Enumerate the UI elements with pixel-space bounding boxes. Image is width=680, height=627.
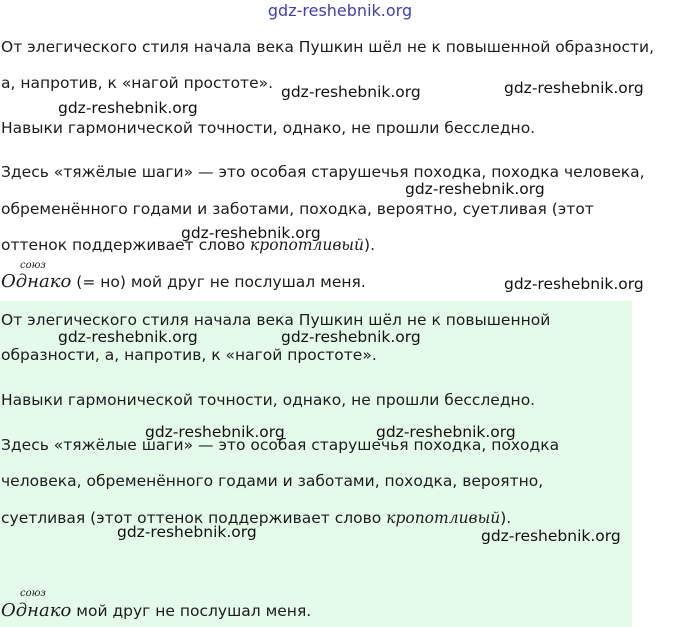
watermark: gdz-reshebnik.org — [58, 328, 198, 346]
watermark: gdz-reshebnik.org — [281, 83, 421, 101]
task-line-1: От элегического стиля начала века Пушкин шёл не к повышенной образности, — [1, 38, 654, 56]
task-line-2: а, напротив, к «нагой простоте». — [1, 74, 274, 92]
italic-word: кропотливый — [386, 509, 501, 527]
watermark: gdz-reshebnik.org — [58, 99, 198, 117]
task-line-5: обременённого годами и заботами, походка, вероятно, суетливая (этот — [1, 200, 594, 218]
watermark: gdz-reshebnik.org — [481, 527, 621, 545]
answer-line-4: Здесь «тяжёлые шаги» — это особая старушечья походка, походка — [1, 436, 560, 454]
task-line-6: оттенок поддерживает слово кропотливый). — [1, 236, 376, 254]
conjunction-label: союз — [20, 588, 46, 599]
italic-word: кропотливый — [250, 236, 365, 254]
answer-line-7: Однако мой друг не послушал меня. — [1, 600, 312, 621]
watermark: gdz-reshebnik.org — [405, 180, 545, 198]
conjunction-label: союз — [20, 260, 46, 271]
watermark: gdz-reshebnik.org — [376, 423, 516, 441]
task-line-3: Навыки гармонической точности, однако, не прошли бесследно. — [1, 119, 536, 137]
answer-line-2: образности, а, напротив, к «нагой простоте». — [1, 346, 377, 364]
watermark: gdz-reshebnik.org — [181, 224, 321, 242]
watermark: gdz-reshebnik.org — [281, 328, 421, 346]
answer-line-1: От элегического стиля начала века Пушкин шёл не к повышенной — [1, 311, 551, 329]
answer-line-5: человека, обременённого годами и заботами, походка, вероятно, — [1, 472, 544, 490]
answer-line-6: суетливая (этот оттенок поддерживает слово кропотливый). — [1, 509, 512, 527]
conjunction-word: Однако — [1, 600, 72, 621]
watermark: gdz-reshebnik.org — [504, 275, 644, 293]
watermark: gdz-reshebnik.org — [145, 423, 285, 441]
task-line-7: Однако (= но) мой друг не послушал меня. — [1, 271, 366, 292]
answer-line-3: Навыки гармонической точности, однако, не прошли бесследно. — [1, 391, 536, 409]
conjunction-word: Однако — [1, 271, 72, 292]
watermark: gdz-reshebnik.org — [504, 79, 644, 97]
watermark: gdz-reshebnik.org — [117, 523, 257, 541]
task-line-4: Здесь «тяжёлые шаги» — это особая старушечья походка, походка человека, — [1, 163, 645, 181]
watermark-top: gdz-reshebnik.org — [267, 1, 413, 20]
